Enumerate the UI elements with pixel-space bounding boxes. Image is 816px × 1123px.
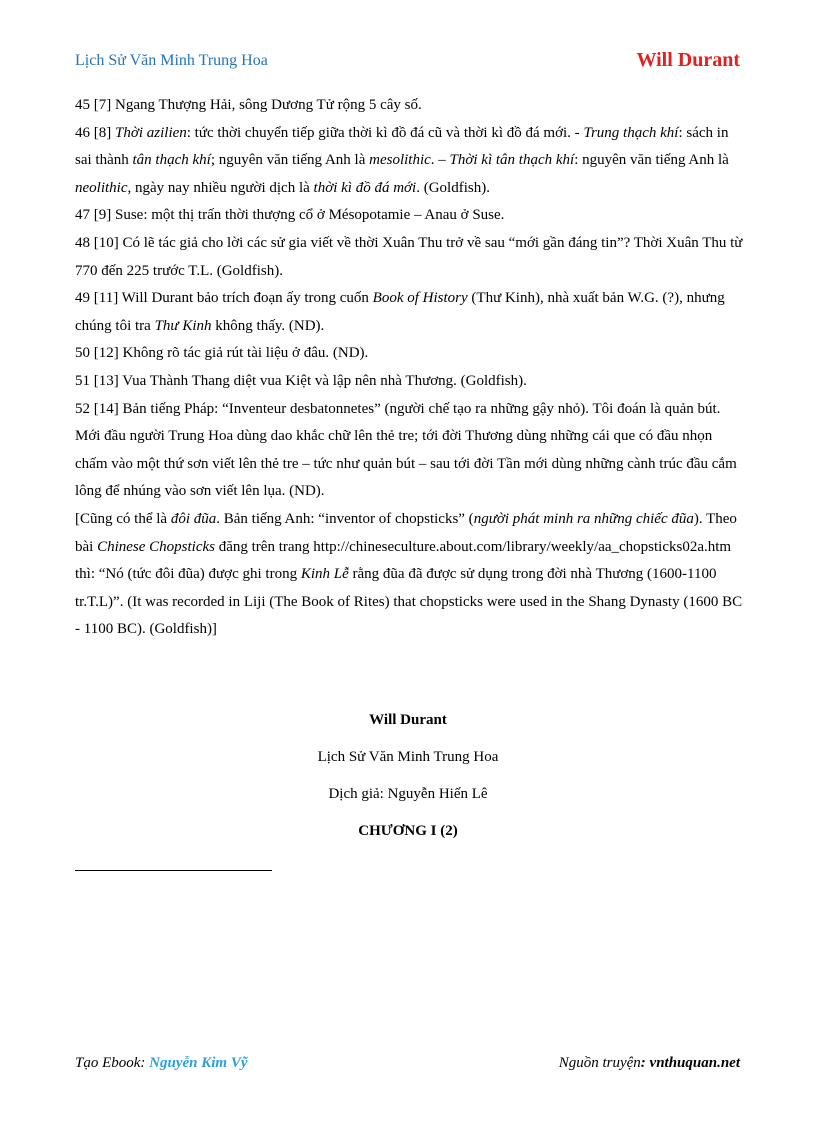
footnote-text-run: . Bản tiếng Anh: “inventor of chopsticks” ( (216, 510, 474, 527)
footnote-text-run: neolithic (75, 179, 128, 196)
footnote-paragraph (75, 285, 745, 340)
footnote-text-run: Kinh Lễ (300, 566, 349, 583)
footer-ebook-label: Tạo Ebook (75, 1055, 141, 1071)
header-author: Will Durant (636, 49, 740, 71)
footnote-text-run: 52 [14] Bản tiếng Pháp: “Inventeur desbatonnetes” (người chế tạo ra những gậy nhỏ). Tôi đoán là quản bút. Mới đầu người Trung Hoa dùng dao khắc chữ lên thẻ tre; tới đời Thương dùng những cái que có đầu nhọn chấm vào một thứ sơn viết lên thẻ tre – tức như quản bút – sau tới đời Tần mới dùng những cành trúc đầu cắm lông để nhúng vào sơn viết lên lụa. (ND). (75, 400, 737, 500)
footnote-text-run: ; nguyên văn tiếng Anh là (210, 152, 370, 169)
footnote-text-run: Thời azilien (115, 124, 187, 141)
footer-source-sep: : (640, 1055, 650, 1071)
footnote-text-run: Book of History (372, 290, 468, 307)
footnote-text-run: 51 [13] Vua Thành Thang diệt vua Kiệt và lập nên nhà Thương. (Goldfish). (75, 372, 527, 389)
footnote-text-run: tân thạch khí (132, 152, 211, 169)
footnote-text-run: ). Theo bài (75, 510, 737, 555)
footnote-text-run: 45 [7] Ngang Thượng Hải, sông Dương Tử rộng 5 cây số. (75, 97, 422, 113)
footer-ebook-credit (75, 1055, 248, 1072)
footnote-text-run: : nguyên văn tiếng Anh là (574, 152, 729, 169)
footnote-text-run: rằng đũa đã được sử dụng trong đời nhà Thương (1600-1100 tr.T.L)”. (It was recorded in Liji (The Book of Rites) that chopsticks were used in the Shang Dynasty (1600 BC - 1100 BC). (Goldfish)] (75, 566, 743, 638)
footnote-text-run: Chinese Chopsticks (97, 538, 215, 555)
footnote-text-run: 48 [10] Có lẽ tác giả cho lời các sử gia viết về thời Xuân Thu trở về sau “mới gần đáng tin”? Thời Xuân Thu từ 770 đến 225 trước T.L. (Goldfish). (75, 234, 743, 279)
footer-source-label: Nguồn truyện (558, 1055, 641, 1071)
footer-source-credit (559, 1055, 740, 1072)
footnote-text-run: (Thư Kinh), nhà xuất bản W.G. (?), nhưng chúng tôi tra (75, 290, 725, 334)
footnote-text-run: Thư Kinh (154, 317, 212, 334)
header-book-title: Lịch Sử Văn Minh Trung Hoa (75, 52, 268, 69)
footer-ebook-sep: : (140, 1055, 150, 1071)
footnote-paragraph (75, 396, 745, 506)
closing-book-title: Lịch Sử Văn Minh Trung Hoa (317, 749, 499, 765)
footnote-text-run: , ngày nay nhiều người dịch là (127, 179, 314, 196)
closing-author: Will Durant (369, 712, 447, 728)
footnotes (75, 92, 745, 644)
footnote-text-run: : tức thời chuyển tiếp giữa thời kì đồ đá cũ và thời kì đồ đá mới. - (186, 124, 584, 141)
closing-chapter: CHƯƠNG I (2) (358, 823, 458, 839)
closing-translator: Dịch giả: Nguyễn Hiến Lê (328, 786, 488, 802)
footnote-text-run: 47 [9] Suse: một thị trấn thời thượng cổ ở Mésopotamie – Anau ở Suse. (75, 207, 505, 224)
footnote-text-run: 50 [12] Không rõ tác giả rút tài liệu ở đâu. (ND). (75, 345, 369, 362)
footnote-paragraph (75, 202, 745, 230)
footnote-text-run: 49 [11] Will Durant bảo trích đoạn ấy trong cuốn (75, 290, 373, 307)
footnote-text-run: 46 [8] (75, 124, 115, 141)
footnote-paragraph (75, 368, 745, 396)
footnote-text-run: người phát minh ra những chiếc đũa (473, 510, 694, 527)
footnote-paragraph (75, 230, 745, 285)
divider-line (75, 870, 272, 871)
footnote-text-run: . (Goldfish). (416, 179, 490, 196)
footnote-text-run: Thời kì tân thạch khí (449, 152, 575, 169)
footnote-paragraph (75, 92, 745, 120)
footnote-text-run: [Cũng có thể là (75, 510, 171, 527)
footnote-paragraph (75, 120, 745, 203)
footnote-text-run: thời kì đồ đá mới (313, 179, 417, 196)
footnote-text-run: . – (430, 152, 450, 169)
footnote-text-run: Trung thạch khí (583, 124, 679, 141)
footnote-text-run: đôi đũa (170, 510, 217, 527)
footnote-text-run: mesolithic (369, 152, 431, 169)
footnote-text-run: không thấy. (ND). (211, 317, 325, 334)
footer-ebook-name: Nguyễn Kim Vỹ (149, 1055, 248, 1071)
footnote-paragraph (75, 506, 745, 644)
footnote-text-run: : sách in sai thành (75, 124, 729, 169)
footer-source-site[interactable]: vnthuquan.net (649, 1055, 740, 1071)
footnote-paragraph (75, 340, 745, 368)
footnote-text-run: đăng trên trang http://chineseculture.about.com/library/weekly/aa_chopsticks02a.htm thì: “Nó (tức đôi đũa) được ghi trong (75, 538, 732, 583)
